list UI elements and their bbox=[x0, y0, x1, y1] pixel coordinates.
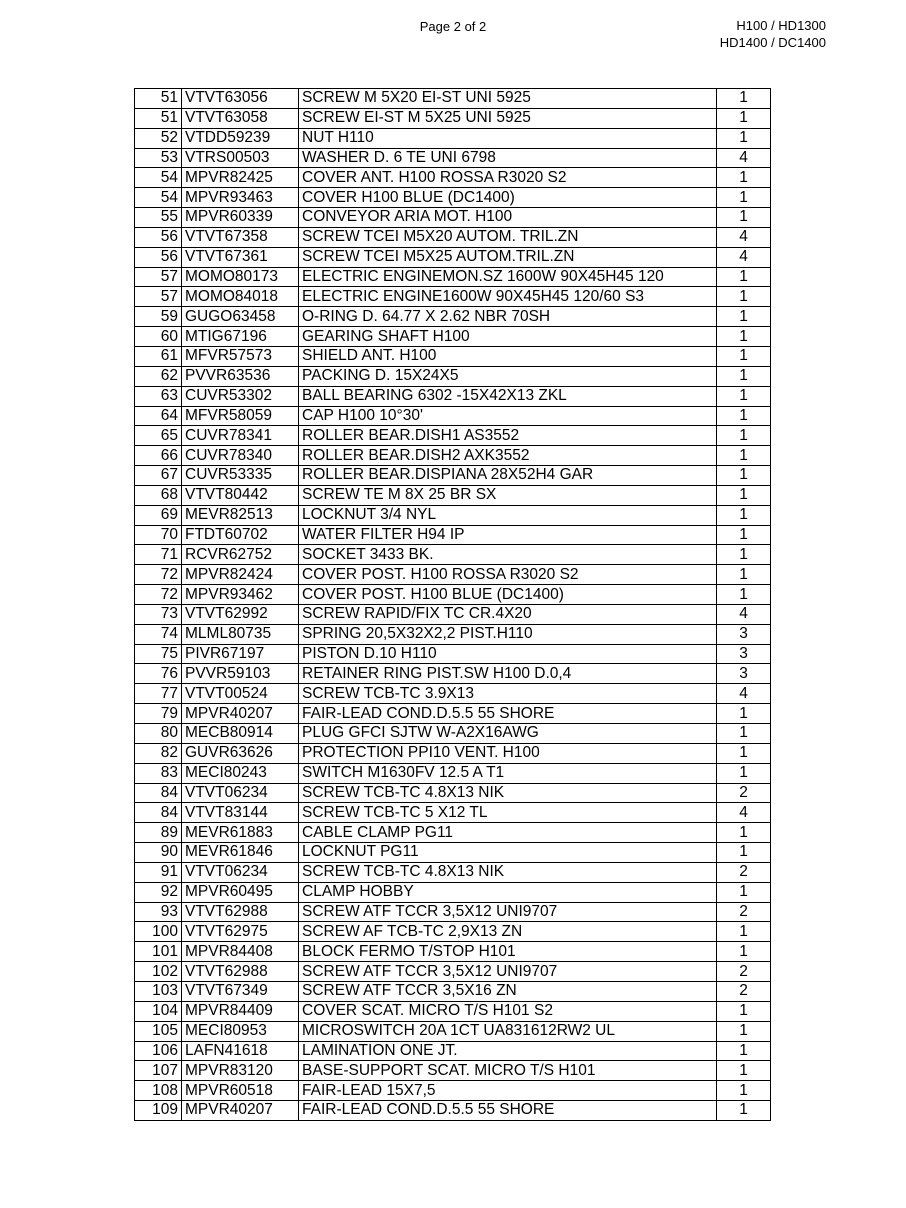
table-row bbox=[135, 783, 771, 803]
description-cell: PLUG GFCI SJTW W-A2X16AWG bbox=[299, 724, 717, 744]
quantity-cell: 1 bbox=[717, 485, 771, 505]
item-number-cell: 75 bbox=[135, 644, 182, 664]
part-code-cell: VTVT83144 bbox=[182, 803, 299, 823]
part-code-cell: CUVR78341 bbox=[182, 426, 299, 446]
item-number-cell: 62 bbox=[135, 366, 182, 386]
table-row bbox=[135, 585, 771, 605]
table-row bbox=[135, 704, 771, 724]
quantity-cell: 1 bbox=[717, 307, 771, 327]
table-row bbox=[135, 307, 771, 327]
table-row bbox=[135, 89, 771, 109]
quantity-cell: 1 bbox=[717, 386, 771, 406]
item-number-cell: 101 bbox=[135, 942, 182, 962]
part-code-cell: MLML80735 bbox=[182, 624, 299, 644]
quantity-cell: 2 bbox=[717, 783, 771, 803]
description-cell: COVER SCAT. MICRO T/S H101 S2 bbox=[299, 1001, 717, 1021]
item-number-cell: 57 bbox=[135, 267, 182, 287]
description-cell: LAMINATION ONE JT. bbox=[299, 1041, 717, 1061]
description-cell: WASHER D. 6 TE UNI 6798 bbox=[299, 148, 717, 168]
description-cell: SCREW EI-ST M 5X25 UNI 5925 bbox=[299, 108, 717, 128]
quantity-cell: 1 bbox=[717, 1021, 771, 1041]
part-code-cell: MEVR82513 bbox=[182, 505, 299, 525]
item-number-cell: 54 bbox=[135, 188, 182, 208]
table-row bbox=[135, 446, 771, 466]
table-row bbox=[135, 664, 771, 684]
item-number-cell: 108 bbox=[135, 1081, 182, 1101]
quantity-cell: 1 bbox=[717, 446, 771, 466]
table-row bbox=[135, 485, 771, 505]
quantity-cell: 1 bbox=[717, 267, 771, 287]
item-number-cell: 83 bbox=[135, 763, 182, 783]
parts-table-body bbox=[135, 89, 771, 1121]
table-row bbox=[135, 406, 771, 426]
item-number-cell: 107 bbox=[135, 1061, 182, 1081]
page-number: Page 2 of 2 bbox=[419, 19, 487, 34]
quantity-cell: 4 bbox=[717, 247, 771, 267]
table-row bbox=[135, 128, 771, 148]
quantity-cell: 1 bbox=[717, 763, 771, 783]
table-row bbox=[135, 1081, 771, 1101]
part-code-cell: MECI80953 bbox=[182, 1021, 299, 1041]
item-number-cell: 104 bbox=[135, 1001, 182, 1021]
quantity-cell: 1 bbox=[717, 108, 771, 128]
description-cell: SHIELD ANT. H100 bbox=[299, 346, 717, 366]
part-code-cell: MPVR40207 bbox=[182, 704, 299, 724]
description-cell: COVER H100 BLUE (DC1400) bbox=[299, 188, 717, 208]
item-number-cell: 106 bbox=[135, 1041, 182, 1061]
part-code-cell: MEVR61846 bbox=[182, 843, 299, 863]
table-row bbox=[135, 208, 771, 228]
part-code-cell: MPVR40207 bbox=[182, 1101, 299, 1121]
item-number-cell: 72 bbox=[135, 565, 182, 585]
model-line-1: H100 / HD1300 bbox=[736, 18, 826, 33]
quantity-cell: 1 bbox=[717, 823, 771, 843]
part-code-cell: RCVR62752 bbox=[182, 545, 299, 565]
item-number-cell: 63 bbox=[135, 386, 182, 406]
table-row bbox=[135, 148, 771, 168]
table-row bbox=[135, 287, 771, 307]
part-code-cell: MPVR84409 bbox=[182, 1001, 299, 1021]
quantity-cell: 1 bbox=[717, 525, 771, 545]
table-row bbox=[135, 1041, 771, 1061]
table-row bbox=[135, 525, 771, 545]
item-number-cell: 60 bbox=[135, 327, 182, 347]
item-number-cell: 61 bbox=[135, 346, 182, 366]
part-code-cell: PVVR63536 bbox=[182, 366, 299, 386]
description-cell: LOCKNUT PG11 bbox=[299, 843, 717, 863]
quantity-cell: 2 bbox=[717, 962, 771, 982]
item-number-cell: 55 bbox=[135, 208, 182, 228]
table-row bbox=[135, 247, 771, 267]
description-cell: PISTON D.10 H110 bbox=[299, 644, 717, 664]
table-row bbox=[135, 922, 771, 942]
part-code-cell: CUVR78340 bbox=[182, 446, 299, 466]
quantity-cell: 1 bbox=[717, 545, 771, 565]
part-code-cell: MECI80243 bbox=[182, 763, 299, 783]
description-cell: NUT H110 bbox=[299, 128, 717, 148]
quantity-cell: 4 bbox=[717, 803, 771, 823]
quantity-cell: 2 bbox=[717, 981, 771, 1001]
part-code-cell: MPVR60339 bbox=[182, 208, 299, 228]
item-number-cell: 51 bbox=[135, 89, 182, 109]
description-cell: CLAMP HOBBY bbox=[299, 882, 717, 902]
part-code-cell: MPVR83120 bbox=[182, 1061, 299, 1081]
item-number-cell: 57 bbox=[135, 287, 182, 307]
part-code-cell: MPVR82425 bbox=[182, 168, 299, 188]
description-cell: COVER POST. H100 ROSSA R3020 S2 bbox=[299, 565, 717, 585]
description-cell: FAIR-LEAD COND.D.5.5 55 SHORE bbox=[299, 1101, 717, 1121]
item-number-cell: 84 bbox=[135, 783, 182, 803]
table-row bbox=[135, 743, 771, 763]
quantity-cell: 1 bbox=[717, 366, 771, 386]
part-code-cell: LAFN41618 bbox=[182, 1041, 299, 1061]
part-code-cell: MPVR60518 bbox=[182, 1081, 299, 1101]
description-cell: SCREW TCB-TC 4.8X13 NIK bbox=[299, 862, 717, 882]
item-number-cell: 93 bbox=[135, 902, 182, 922]
description-cell: COVER ANT. H100 ROSSA R3020 S2 bbox=[299, 168, 717, 188]
table-row bbox=[135, 604, 771, 624]
item-number-cell: 54 bbox=[135, 168, 182, 188]
part-code-cell: VTDD59239 bbox=[182, 128, 299, 148]
description-cell: FAIR-LEAD 15X7,5 bbox=[299, 1081, 717, 1101]
quantity-cell: 1 bbox=[717, 743, 771, 763]
description-cell: ELECTRIC ENGINEMON.SZ 1600W 90X45H45 120 bbox=[299, 267, 717, 287]
description-cell: GEARING SHAFT H100 bbox=[299, 327, 717, 347]
description-cell: SCREW TCB-TC 5 X12 TL bbox=[299, 803, 717, 823]
description-cell: LOCKNUT 3/4 NYL bbox=[299, 505, 717, 525]
quantity-cell: 2 bbox=[717, 862, 771, 882]
description-cell: COVER POST. H100 BLUE (DC1400) bbox=[299, 585, 717, 605]
quantity-cell: 1 bbox=[717, 327, 771, 347]
description-cell: FAIR-LEAD COND.D.5.5 55 SHORE bbox=[299, 704, 717, 724]
description-cell: SCREW TCEI M5X25 AUTOM.TRIL.ZN bbox=[299, 247, 717, 267]
quantity-cell: 1 bbox=[717, 89, 771, 109]
part-code-cell: GUVR63626 bbox=[182, 743, 299, 763]
part-code-cell: MOMO84018 bbox=[182, 287, 299, 307]
quantity-cell: 1 bbox=[717, 724, 771, 744]
table-row bbox=[135, 108, 771, 128]
part-code-cell: CUVR53335 bbox=[182, 466, 299, 486]
part-code-cell: VTVT06234 bbox=[182, 862, 299, 882]
item-number-cell: 105 bbox=[135, 1021, 182, 1041]
quantity-cell: 1 bbox=[717, 882, 771, 902]
quantity-cell: 1 bbox=[717, 128, 771, 148]
item-number-cell: 100 bbox=[135, 922, 182, 942]
quantity-cell: 1 bbox=[717, 585, 771, 605]
description-cell: BLOCK FERMO T/STOP H101 bbox=[299, 942, 717, 962]
item-number-cell: 65 bbox=[135, 426, 182, 446]
item-number-cell: 74 bbox=[135, 624, 182, 644]
description-cell: MICROSWITCH 20A 1CT UA831612RW2 UL bbox=[299, 1021, 717, 1041]
description-cell: BALL BEARING 6302 -15X42X13 ZKL bbox=[299, 386, 717, 406]
part-code-cell: VTVT63058 bbox=[182, 108, 299, 128]
quantity-cell: 1 bbox=[717, 346, 771, 366]
part-code-cell: MECB80914 bbox=[182, 724, 299, 744]
description-cell: CONVEYOR ARIA MOT. H100 bbox=[299, 208, 717, 228]
table-row bbox=[135, 823, 771, 843]
item-number-cell: 66 bbox=[135, 446, 182, 466]
part-code-cell: VTVT80442 bbox=[182, 485, 299, 505]
item-number-cell: 71 bbox=[135, 545, 182, 565]
part-code-cell: VTVT63056 bbox=[182, 89, 299, 109]
quantity-cell: 3 bbox=[717, 644, 771, 664]
quantity-cell: 3 bbox=[717, 664, 771, 684]
item-number-cell: 68 bbox=[135, 485, 182, 505]
item-number-cell: 109 bbox=[135, 1101, 182, 1121]
item-number-cell: 89 bbox=[135, 823, 182, 843]
description-cell: WATER FILTER H94 IP bbox=[299, 525, 717, 545]
part-code-cell: FTDT60702 bbox=[182, 525, 299, 545]
quantity-cell: 1 bbox=[717, 188, 771, 208]
description-cell: SCREW ATF TCCR 3,5X12 UNI9707 bbox=[299, 962, 717, 982]
table-row bbox=[135, 644, 771, 664]
quantity-cell: 1 bbox=[717, 406, 771, 426]
description-cell: ROLLER BEAR.DISH1 AS3552 bbox=[299, 426, 717, 446]
quantity-cell: 1 bbox=[717, 1081, 771, 1101]
part-code-cell: PIVR67197 bbox=[182, 644, 299, 664]
item-number-cell: 56 bbox=[135, 247, 182, 267]
table-row bbox=[135, 684, 771, 704]
part-code-cell: VTVT67358 bbox=[182, 227, 299, 247]
model-reference bbox=[600, 17, 826, 51]
description-cell: O-RING D. 64.77 X 2.62 NBR 70SH bbox=[299, 307, 717, 327]
item-number-cell: 91 bbox=[135, 862, 182, 882]
table-row bbox=[135, 1061, 771, 1081]
quantity-cell: 2 bbox=[717, 902, 771, 922]
part-code-cell: MFVR57573 bbox=[182, 346, 299, 366]
description-cell: SOCKET 3433 BK. bbox=[299, 545, 717, 565]
table-row bbox=[135, 267, 771, 287]
table-row bbox=[135, 168, 771, 188]
item-number-cell: 82 bbox=[135, 743, 182, 763]
part-code-cell: VTVT62992 bbox=[182, 604, 299, 624]
table-row bbox=[135, 426, 771, 446]
quantity-cell: 1 bbox=[717, 168, 771, 188]
part-code-cell: VTVT62988 bbox=[182, 902, 299, 922]
part-code-cell: MTIG67196 bbox=[182, 327, 299, 347]
part-code-cell: MOMO80173 bbox=[182, 267, 299, 287]
part-code-cell: VTVT00524 bbox=[182, 684, 299, 704]
table-row bbox=[135, 346, 771, 366]
item-number-cell: 69 bbox=[135, 505, 182, 525]
table-row bbox=[135, 902, 771, 922]
quantity-cell: 4 bbox=[717, 227, 771, 247]
quantity-cell: 1 bbox=[717, 466, 771, 486]
quantity-cell: 4 bbox=[717, 684, 771, 704]
description-cell: RETAINER RING PIST.SW H100 D.0,4 bbox=[299, 664, 717, 684]
table-row bbox=[135, 763, 771, 783]
table-row bbox=[135, 624, 771, 644]
description-cell: BASE-SUPPORT SCAT. MICRO T/S H101 bbox=[299, 1061, 717, 1081]
part-code-cell: VTVT06234 bbox=[182, 783, 299, 803]
item-number-cell: 79 bbox=[135, 704, 182, 724]
description-cell: CABLE CLAMP PG11 bbox=[299, 823, 717, 843]
item-number-cell: 84 bbox=[135, 803, 182, 823]
quantity-cell: 1 bbox=[717, 1001, 771, 1021]
description-cell: PACKING D. 15X24X5 bbox=[299, 366, 717, 386]
quantity-cell: 1 bbox=[717, 287, 771, 307]
description-cell: SCREW RAPID/FIX TC CR.4X20 bbox=[299, 604, 717, 624]
item-number-cell: 70 bbox=[135, 525, 182, 545]
description-cell: SCREW M 5X20 EI-ST UNI 5925 bbox=[299, 89, 717, 109]
description-cell: SCREW TCB-TC 3.9X13 bbox=[299, 684, 717, 704]
description-cell: PROTECTION PPI10 VENT. H100 bbox=[299, 743, 717, 763]
description-cell: SWITCH M1630FV 12.5 A T1 bbox=[299, 763, 717, 783]
description-cell: SPRING 20,5X32X2,2 PIST.H110 bbox=[299, 624, 717, 644]
description-cell: SCREW ATF TCCR 3,5X16 ZN bbox=[299, 981, 717, 1001]
table-row bbox=[135, 1021, 771, 1041]
item-number-cell: 59 bbox=[135, 307, 182, 327]
item-number-cell: 72 bbox=[135, 585, 182, 605]
quantity-cell: 1 bbox=[717, 1101, 771, 1121]
quantity-cell: 1 bbox=[717, 565, 771, 585]
table-row bbox=[135, 1101, 771, 1121]
part-code-cell: CUVR53302 bbox=[182, 386, 299, 406]
quantity-cell: 1 bbox=[717, 1041, 771, 1061]
table-row bbox=[135, 803, 771, 823]
table-row bbox=[135, 862, 771, 882]
quantity-cell: 1 bbox=[717, 208, 771, 228]
item-number-cell: 76 bbox=[135, 664, 182, 684]
item-number-cell: 52 bbox=[135, 128, 182, 148]
parts-table bbox=[134, 88, 771, 1121]
table-row bbox=[135, 962, 771, 982]
quantity-cell: 3 bbox=[717, 624, 771, 644]
part-code-cell: VTVT62975 bbox=[182, 922, 299, 942]
table-row bbox=[135, 942, 771, 962]
table-row bbox=[135, 545, 771, 565]
description-cell: ROLLER BEAR.DISPIANA 28X52H4 GAR bbox=[299, 466, 717, 486]
part-code-cell: VTVT67361 bbox=[182, 247, 299, 267]
part-code-cell: PVVR59103 bbox=[182, 664, 299, 684]
item-number-cell: 103 bbox=[135, 981, 182, 1001]
quantity-cell: 1 bbox=[717, 942, 771, 962]
part-code-cell: VTVT67349 bbox=[182, 981, 299, 1001]
table-row bbox=[135, 1001, 771, 1021]
table-row bbox=[135, 843, 771, 863]
part-code-cell: MPVR60495 bbox=[182, 882, 299, 902]
item-number-cell: 56 bbox=[135, 227, 182, 247]
item-number-cell: 51 bbox=[135, 108, 182, 128]
item-number-cell: 90 bbox=[135, 843, 182, 863]
item-number-cell: 64 bbox=[135, 406, 182, 426]
description-cell: SCREW TCEI M5X20 AUTOM. TRIL.ZN bbox=[299, 227, 717, 247]
part-code-cell: VTRS00503 bbox=[182, 148, 299, 168]
table-row bbox=[135, 188, 771, 208]
description-cell: ELECTRIC ENGINE1600W 90X45H45 120/60 S3 bbox=[299, 287, 717, 307]
part-code-cell: MPVR82424 bbox=[182, 565, 299, 585]
quantity-cell: 4 bbox=[717, 604, 771, 624]
table-row bbox=[135, 366, 771, 386]
table-row bbox=[135, 724, 771, 744]
item-number-cell: 92 bbox=[135, 882, 182, 902]
table-row bbox=[135, 466, 771, 486]
item-number-cell: 53 bbox=[135, 148, 182, 168]
table-row bbox=[135, 327, 771, 347]
quantity-cell: 1 bbox=[717, 426, 771, 446]
quantity-cell: 1 bbox=[717, 704, 771, 724]
item-number-cell: 102 bbox=[135, 962, 182, 982]
part-code-cell: MPVR84408 bbox=[182, 942, 299, 962]
model-line-2: HD1400 / DC1400 bbox=[719, 35, 826, 50]
quantity-cell: 4 bbox=[717, 148, 771, 168]
part-code-cell: GUGO63458 bbox=[182, 307, 299, 327]
item-number-cell: 67 bbox=[135, 466, 182, 486]
quantity-cell: 1 bbox=[717, 922, 771, 942]
table-row bbox=[135, 565, 771, 585]
part-code-cell: MEVR61883 bbox=[182, 823, 299, 843]
description-cell: SCREW ATF TCCR 3,5X12 UNI9707 bbox=[299, 902, 717, 922]
quantity-cell: 1 bbox=[717, 505, 771, 525]
description-cell: SCREW TE M 8X 25 BR SX bbox=[299, 485, 717, 505]
part-code-cell: MFVR58059 bbox=[182, 406, 299, 426]
table-row bbox=[135, 981, 771, 1001]
table-row bbox=[135, 227, 771, 247]
item-number-cell: 73 bbox=[135, 604, 182, 624]
quantity-cell: 1 bbox=[717, 843, 771, 863]
part-code-cell: MPVR93462 bbox=[182, 585, 299, 605]
description-cell: CAP H100 10°30' bbox=[299, 406, 717, 426]
description-cell: SCREW TCB-TC 4.8X13 NIK bbox=[299, 783, 717, 803]
description-cell: ROLLER BEAR.DISH2 AXK3552 bbox=[299, 446, 717, 466]
item-number-cell: 77 bbox=[135, 684, 182, 704]
description-cell: SCREW AF TCB-TC 2,9X13 ZN bbox=[299, 922, 717, 942]
table-row bbox=[135, 505, 771, 525]
part-code-cell: MPVR93463 bbox=[182, 188, 299, 208]
quantity-cell: 1 bbox=[717, 1061, 771, 1081]
part-code-cell: VTVT62988 bbox=[182, 962, 299, 982]
table-row bbox=[135, 386, 771, 406]
table-row bbox=[135, 882, 771, 902]
item-number-cell: 80 bbox=[135, 724, 182, 744]
